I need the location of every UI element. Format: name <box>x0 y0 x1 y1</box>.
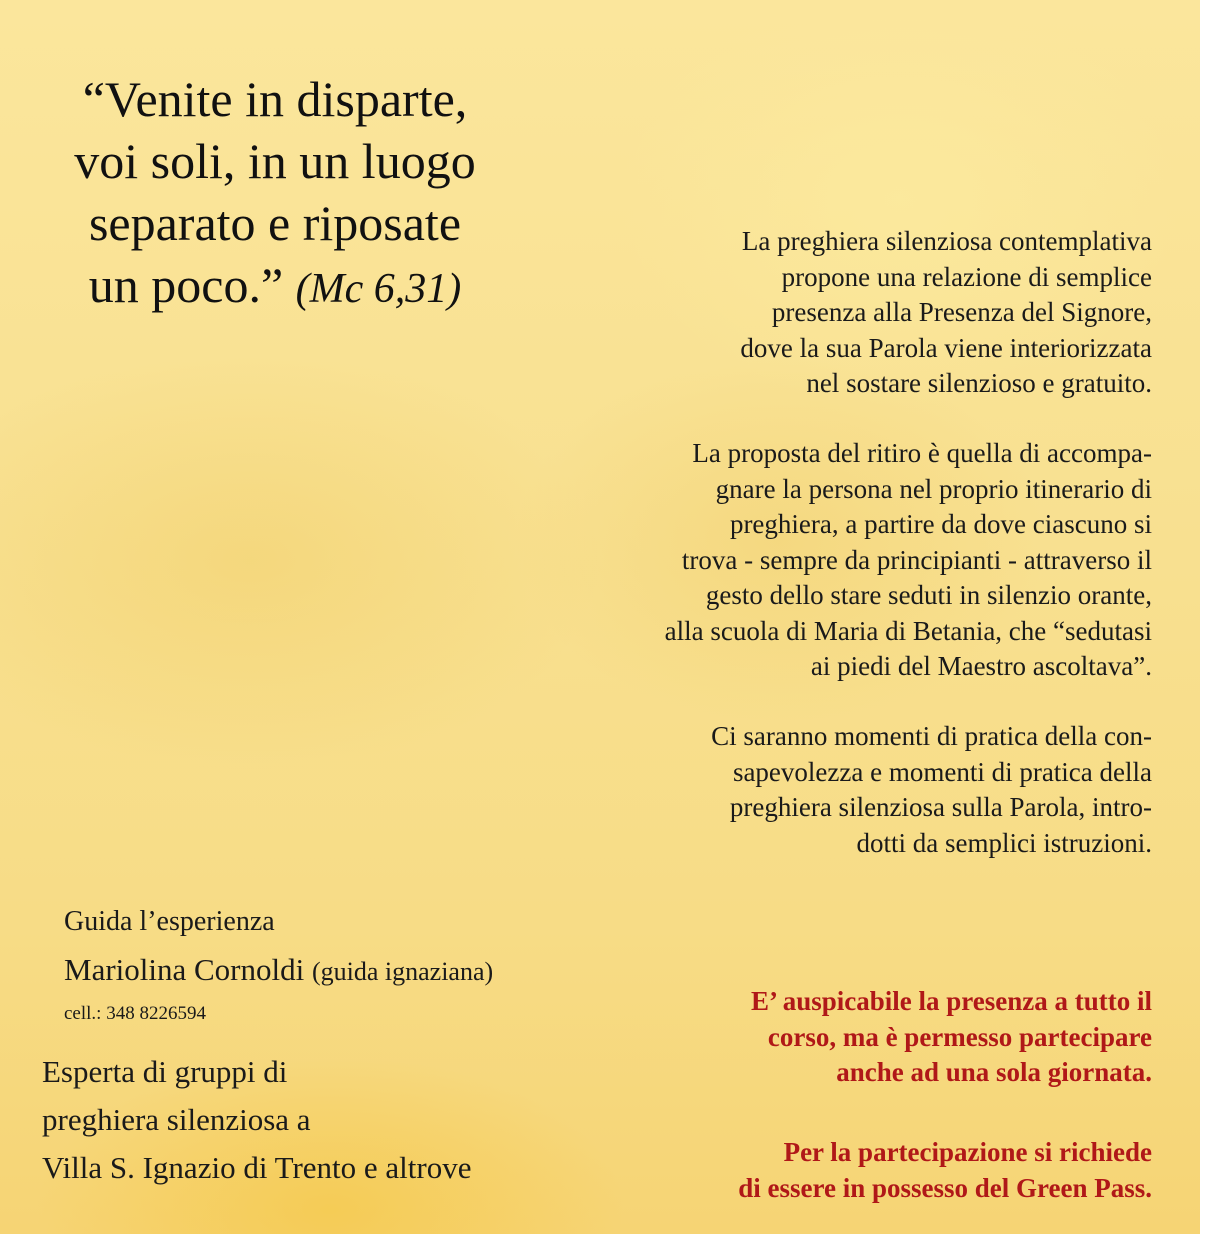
guide-label: Guida l’esperienza <box>64 906 275 937</box>
guide-name: Mariolina Cornoldi <box>64 952 305 987</box>
bio-line: Esperta di gruppi di <box>42 1054 288 1089</box>
notice-green-pass <box>532 1135 1152 1206</box>
guide-role: (guida ignaziana) <box>311 957 494 986</box>
paragraph-line: gnare la persona nel proprio itinerario di <box>715 473 1152 504</box>
paragraph-practice-moments <box>552 719 1152 861</box>
notice-line: Per la partecipazione si richiede <box>783 1137 1152 1167</box>
paragraph-line: Ci saranno momenti di pratica della con- <box>711 721 1152 751</box>
quote-line-text: un poco.” <box>88 257 284 313</box>
quote-line: voi soli, in un luogo <box>74 133 476 189</box>
paragraph-line: preghiera silenziosa sulla Parola, intro- <box>729 792 1152 822</box>
paragraph-line: dove la sua Parola viene interiorizzata <box>740 332 1152 363</box>
paragraph-line: ai piedi del Maestro ascoltava”. <box>810 651 1152 681</box>
notice-line: di essere in possesso del Green Pass. <box>738 1172 1152 1203</box>
paragraph-line: La proposta del ritiro è quella di accompa- <box>692 438 1152 468</box>
guide-bio <box>42 1048 472 1192</box>
paragraph-line: trova - sempre da principianti - attraverso il <box>681 544 1152 575</box>
quote-line: “Venite in disparte, <box>82 71 468 127</box>
paragraph-contemplative-prayer <box>552 224 1152 402</box>
paragraph-line: presenza alla Presenza del Signore, <box>771 297 1152 327</box>
paragraph-line: preghiera, a partire da dove ciascuno si <box>729 509 1152 539</box>
paragraph-line: nel sostare silenzioso e gratuito. <box>806 368 1152 398</box>
guide-name-line <box>64 952 493 988</box>
notice-line: E’ auspicabile la presenza a tutto il <box>750 986 1152 1016</box>
notice-line: anche ad una sola giornata. <box>836 1057 1152 1087</box>
paragraph-line: sapevolezza e momenti di pratica della <box>732 756 1152 787</box>
notice-line: corso, ma è permesso partecipare <box>767 1021 1152 1052</box>
guide-phone: cell.: 348 8226594 <box>64 1003 206 1024</box>
paragraph-line: gesto dello stare seduti in silenzio orante, <box>705 580 1152 610</box>
paragraph-line: alla scuola di Maria di Betania, che “sedutasi <box>664 615 1152 646</box>
bio-line: preghiera silenziosa a <box>42 1102 311 1137</box>
paragraph-line: dotti da semplici istruzioni. <box>856 827 1152 858</box>
notice-attendance <box>532 984 1152 1091</box>
paragraph-line: La preghiera silenziosa contemplativa <box>741 226 1152 256</box>
paragraph-line: propone una relazione di semplice <box>781 261 1152 292</box>
paragraph-retreat-proposal <box>552 436 1152 685</box>
quote-line <box>40 254 510 320</box>
quote-reference: (Mc 6,31) <box>295 266 462 312</box>
bible-quote <box>40 68 510 320</box>
bio-line: Villa S. Ignazio di Trento e altrove <box>42 1150 472 1185</box>
quote-line: separato e riposate <box>88 195 462 251</box>
